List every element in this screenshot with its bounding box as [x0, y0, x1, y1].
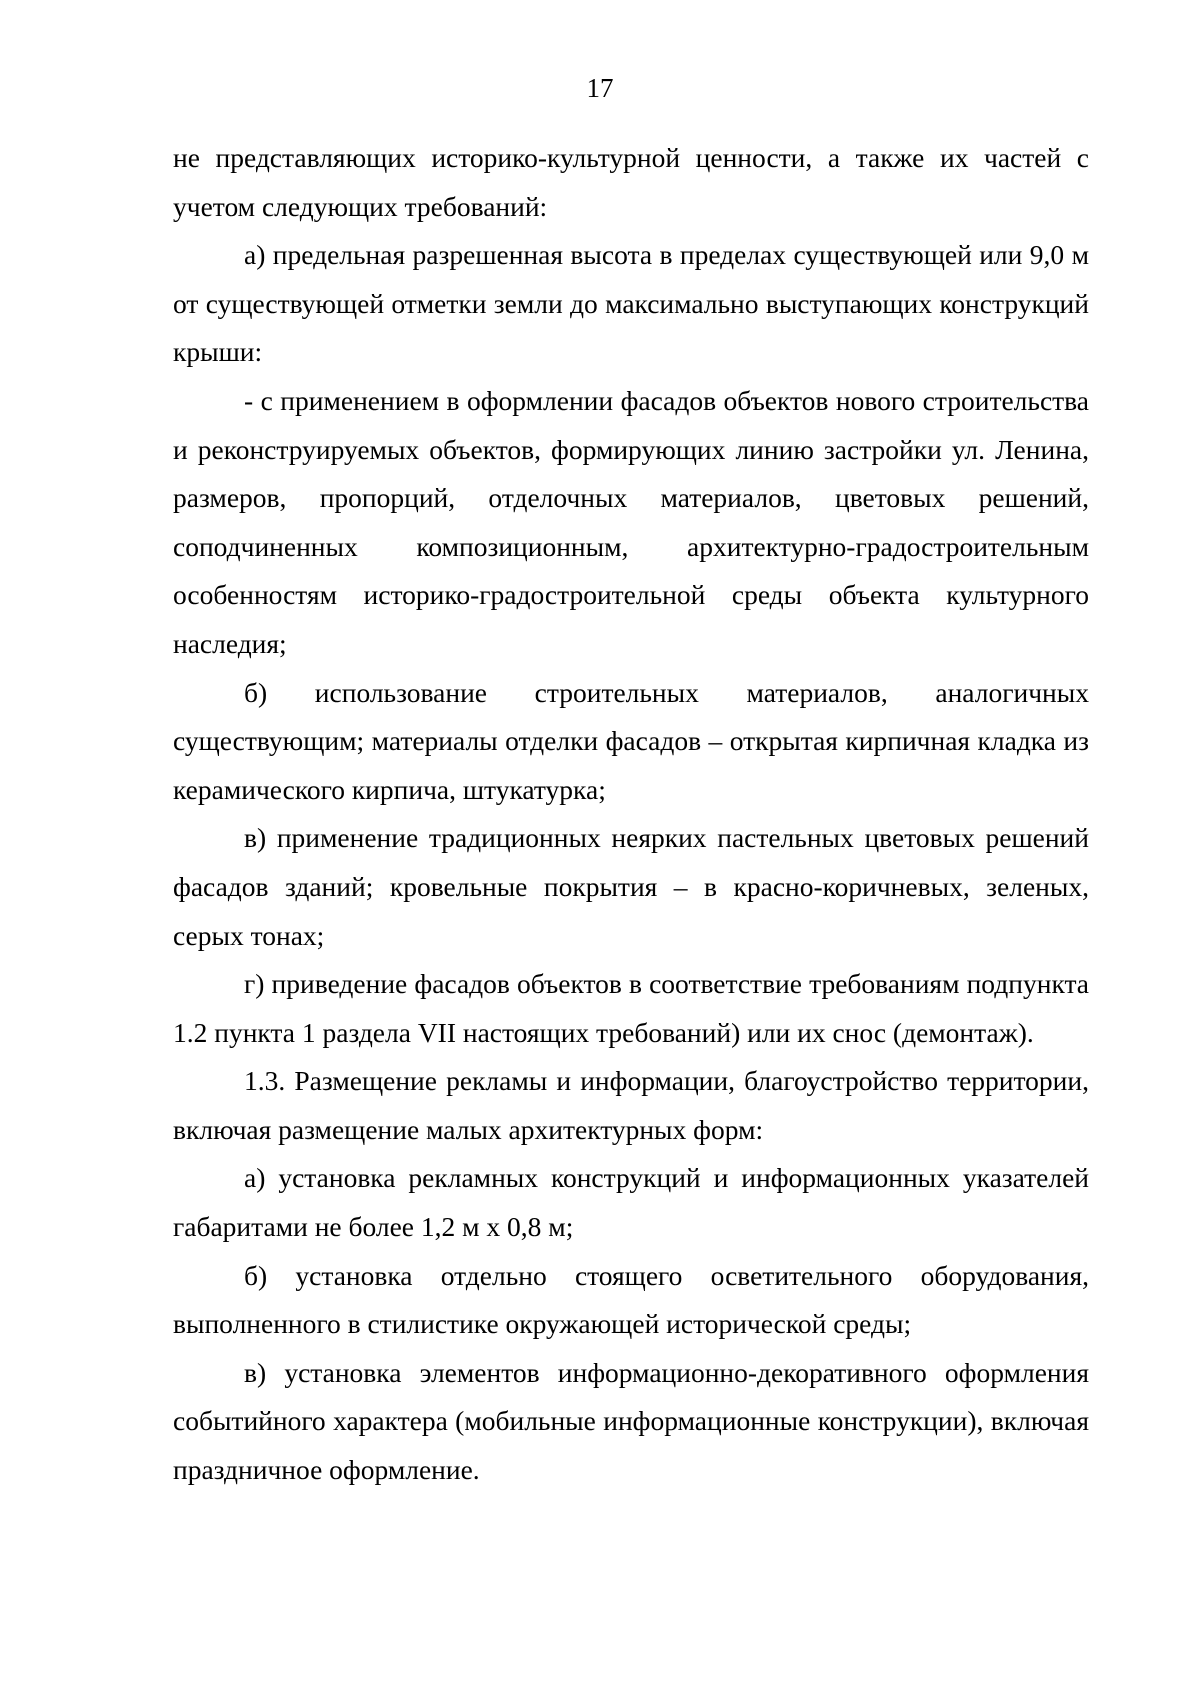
paragraph: г) приведение фасадов объектов в соответствие требованиям подпункта 1.2 пункта 1 раздела VII настоящих требований) или их снос (демонтаж).	[173, 968, 1089, 1048]
paragraph: б) установка отдельно стоящего осветительного оборудования, выполненного в стилистике окружающей исторической среды;	[173, 1259, 1089, 1340]
page-number: 17	[586, 73, 614, 103]
paragraph: а) предельная разрешенная высота в пределах существующей или 9,0 м от существующей отметки земли до максимально выступающих конструкций крыши:	[173, 239, 1089, 368]
paragraph: а) установка рекламных конструкций и информационных указателей габаритами не более 1,2 м х 0,8 м;	[173, 1162, 1089, 1243]
paragraph: б) использование строительных материалов, аналогичных существующим; материалы отделки фасадов – открытая кирпичная кладка из керамического кирпича, штукатурка;	[173, 676, 1089, 805]
paragraph: 1.3. Размещение рекламы и информации, благоустройство территории, включая размещение малых архитектурных форм:	[173, 1065, 1089, 1145]
paragraph: в) применение традиционных неярких пастельных цветовых решений фасадов зданий; кровельные покрытия – в красно-коричневых, зеленых, серых тонах;	[173, 822, 1089, 951]
paragraph: - с применением в оформлении фасадов объектов нового строительства и реконструируемых объектов, формирующих линию застройки ул. Ленина, размеров, пропорций, отделочных материалов, цветовых решений, соподчиненных композиционным, архитектурно-градостроительным особенностям историко-градостроительной среды объекта культурного наследия;	[173, 384, 1089, 659]
paragraph: в) установка элементов информационно-декоративного оформления событийного характера (мобильные информационные конструкции), включая праздничное оформление.	[173, 1356, 1089, 1486]
paragraph: не представляющих историко-культурной ценности, а также их частей с учетом следующих требований:	[173, 142, 1089, 222]
document-body	[173, 134, 1089, 1495]
